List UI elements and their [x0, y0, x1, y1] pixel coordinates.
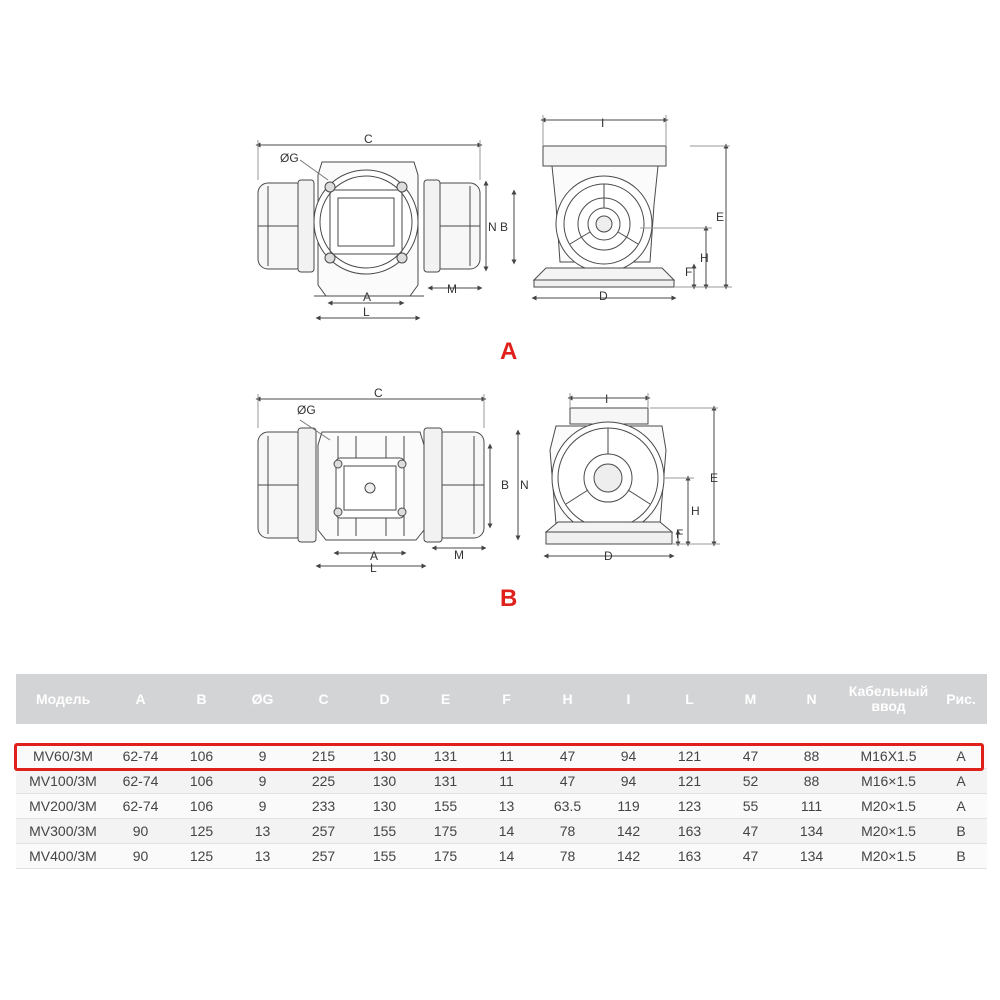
table-cell: 63.5 [537, 794, 598, 819]
table-cell: 155 [415, 794, 476, 819]
table-row [16, 819, 987, 844]
header-m: M [720, 674, 781, 724]
dim-e-a: E [716, 210, 725, 224]
table-cell: 52 [720, 769, 781, 794]
header-f: F [476, 674, 537, 724]
table-row [16, 769, 987, 794]
figure-b-side-view [258, 394, 518, 566]
table-cell: B [935, 844, 987, 869]
table-cell: 106 [171, 794, 232, 819]
specs-table [16, 674, 987, 869]
table-cell: 131 [415, 769, 476, 794]
dim-n-b: N [520, 478, 529, 492]
table-cell: 62-74 [110, 769, 171, 794]
table-cell: 233 [293, 794, 354, 819]
table-cell: 155 [354, 844, 415, 869]
table-cell: 94 [598, 744, 659, 769]
table-cell: 163 [659, 844, 720, 869]
table-cell: 9 [232, 744, 293, 769]
header-c: C [293, 674, 354, 724]
table-cell: 13 [476, 794, 537, 819]
dim-h-a: H [700, 251, 709, 265]
table-cell: 14 [476, 819, 537, 844]
dim-l-a: L [363, 305, 370, 319]
table-cell: 94 [598, 769, 659, 794]
table-cell: 111 [781, 794, 842, 819]
dim-m-a: M [447, 282, 457, 296]
header-b: B [171, 674, 232, 724]
table-cell: 130 [354, 769, 415, 794]
table-cell: 121 [659, 769, 720, 794]
table-cell: 175 [415, 844, 476, 869]
table-cell: M20×1.5 [842, 844, 935, 869]
table-cell: 47 [720, 819, 781, 844]
dim-n-a: N [488, 220, 497, 234]
header-figure: Рис. [935, 674, 987, 724]
table-cell: 155 [354, 819, 415, 844]
table-cell: MV400/3M [16, 844, 110, 869]
table-cell: 125 [171, 819, 232, 844]
table-cell: M20×1.5 [842, 819, 935, 844]
table-cell: 106 [171, 744, 232, 769]
table-row [16, 744, 987, 769]
table-cell: 134 [781, 819, 842, 844]
table-cell: 88 [781, 769, 842, 794]
table-cell: 55 [720, 794, 781, 819]
table-cell: 121 [659, 744, 720, 769]
dim-d-b: D [604, 549, 613, 563]
table-cell: 257 [293, 819, 354, 844]
table-cell: 142 [598, 819, 659, 844]
table-cell: 130 [354, 744, 415, 769]
dim-d-a: D [599, 289, 608, 303]
table-cell: 125 [171, 844, 232, 869]
table-cell: M20×1.5 [842, 794, 935, 819]
table-cell: 225 [293, 769, 354, 794]
table-cell: 13 [232, 844, 293, 869]
table-cell: 47 [537, 769, 598, 794]
dim-c-a: C [364, 132, 373, 146]
table-cell: 90 [110, 819, 171, 844]
table-cell: A [935, 744, 987, 769]
table-cell: 119 [598, 794, 659, 819]
figure-b-label: B [500, 585, 518, 612]
header-model: Модель [16, 674, 110, 724]
header-g: ØG [232, 674, 293, 724]
dim-a-b: A [370, 549, 379, 563]
dim-b-b: B [501, 478, 510, 492]
dim-i-a: I [601, 116, 605, 130]
table-cell: MV100/3M [16, 769, 110, 794]
table-cell: 257 [293, 844, 354, 869]
table-cell: 142 [598, 844, 659, 869]
dim-a-a: A [363, 290, 372, 304]
header-i: I [598, 674, 659, 724]
table-cell: 78 [537, 844, 598, 869]
dim-l-b: L [370, 561, 377, 575]
table-cell: 175 [415, 819, 476, 844]
table-row [16, 844, 987, 869]
table-cell: 11 [476, 769, 537, 794]
header-e: E [415, 674, 476, 724]
table-cell: 13 [232, 819, 293, 844]
table-body [16, 724, 987, 869]
table-cell: 123 [659, 794, 720, 819]
table-cell: 47 [720, 844, 781, 869]
header-a: A [110, 674, 171, 724]
table-header-row [16, 674, 987, 724]
table-cell: A [935, 794, 987, 819]
table-cell: 78 [537, 819, 598, 844]
table-cell: 163 [659, 819, 720, 844]
table-cell: 62-74 [110, 744, 171, 769]
header-h: H [537, 674, 598, 724]
dim-f-a: F [685, 265, 693, 279]
table-cell: MV200/3M [16, 794, 110, 819]
dim-c-b: C [374, 386, 383, 400]
dim-f-b: F [676, 527, 684, 541]
table-cell: 90 [110, 844, 171, 869]
table-cell: 14 [476, 844, 537, 869]
table-cell: 134 [781, 844, 842, 869]
dim-b-a: B [500, 220, 509, 234]
table-row [16, 794, 987, 819]
header-l: L [659, 674, 720, 724]
figure-a-side-view [258, 140, 514, 318]
header-n: N [781, 674, 842, 724]
table-cell: M16×1.5 [842, 769, 935, 794]
table-cell: 47 [720, 744, 781, 769]
table-cell: MV300/3M [16, 819, 110, 844]
table-cell: 106 [171, 769, 232, 794]
table-cell: 215 [293, 744, 354, 769]
figure-a-label: A [500, 338, 518, 365]
dim-g-b: ØG [297, 403, 316, 417]
table-cell: 62-74 [110, 794, 171, 819]
figure-a-end-view [534, 115, 732, 298]
table-cell: MV60/3M [16, 744, 110, 769]
table-cell: 9 [232, 794, 293, 819]
dim-e-b: E [710, 471, 719, 485]
table-cell: 88 [781, 744, 842, 769]
dim-i-b: I [605, 392, 609, 406]
table-cell: 47 [537, 744, 598, 769]
table-cell: 11 [476, 744, 537, 769]
dim-g-a: ØG [280, 151, 299, 165]
header-d: D [354, 674, 415, 724]
table-cell: 131 [415, 744, 476, 769]
table-cell: M16X1.5 [842, 744, 935, 769]
table-cell: B [935, 819, 987, 844]
header-cable-entry: Кабельный ввод [842, 674, 935, 724]
table-cell: A [935, 769, 987, 794]
table-cell: 130 [354, 794, 415, 819]
dim-h-b: H [691, 504, 700, 518]
dim-m-b: M [454, 548, 464, 562]
table-cell: 9 [232, 769, 293, 794]
figure-b-end-view [546, 393, 720, 556]
